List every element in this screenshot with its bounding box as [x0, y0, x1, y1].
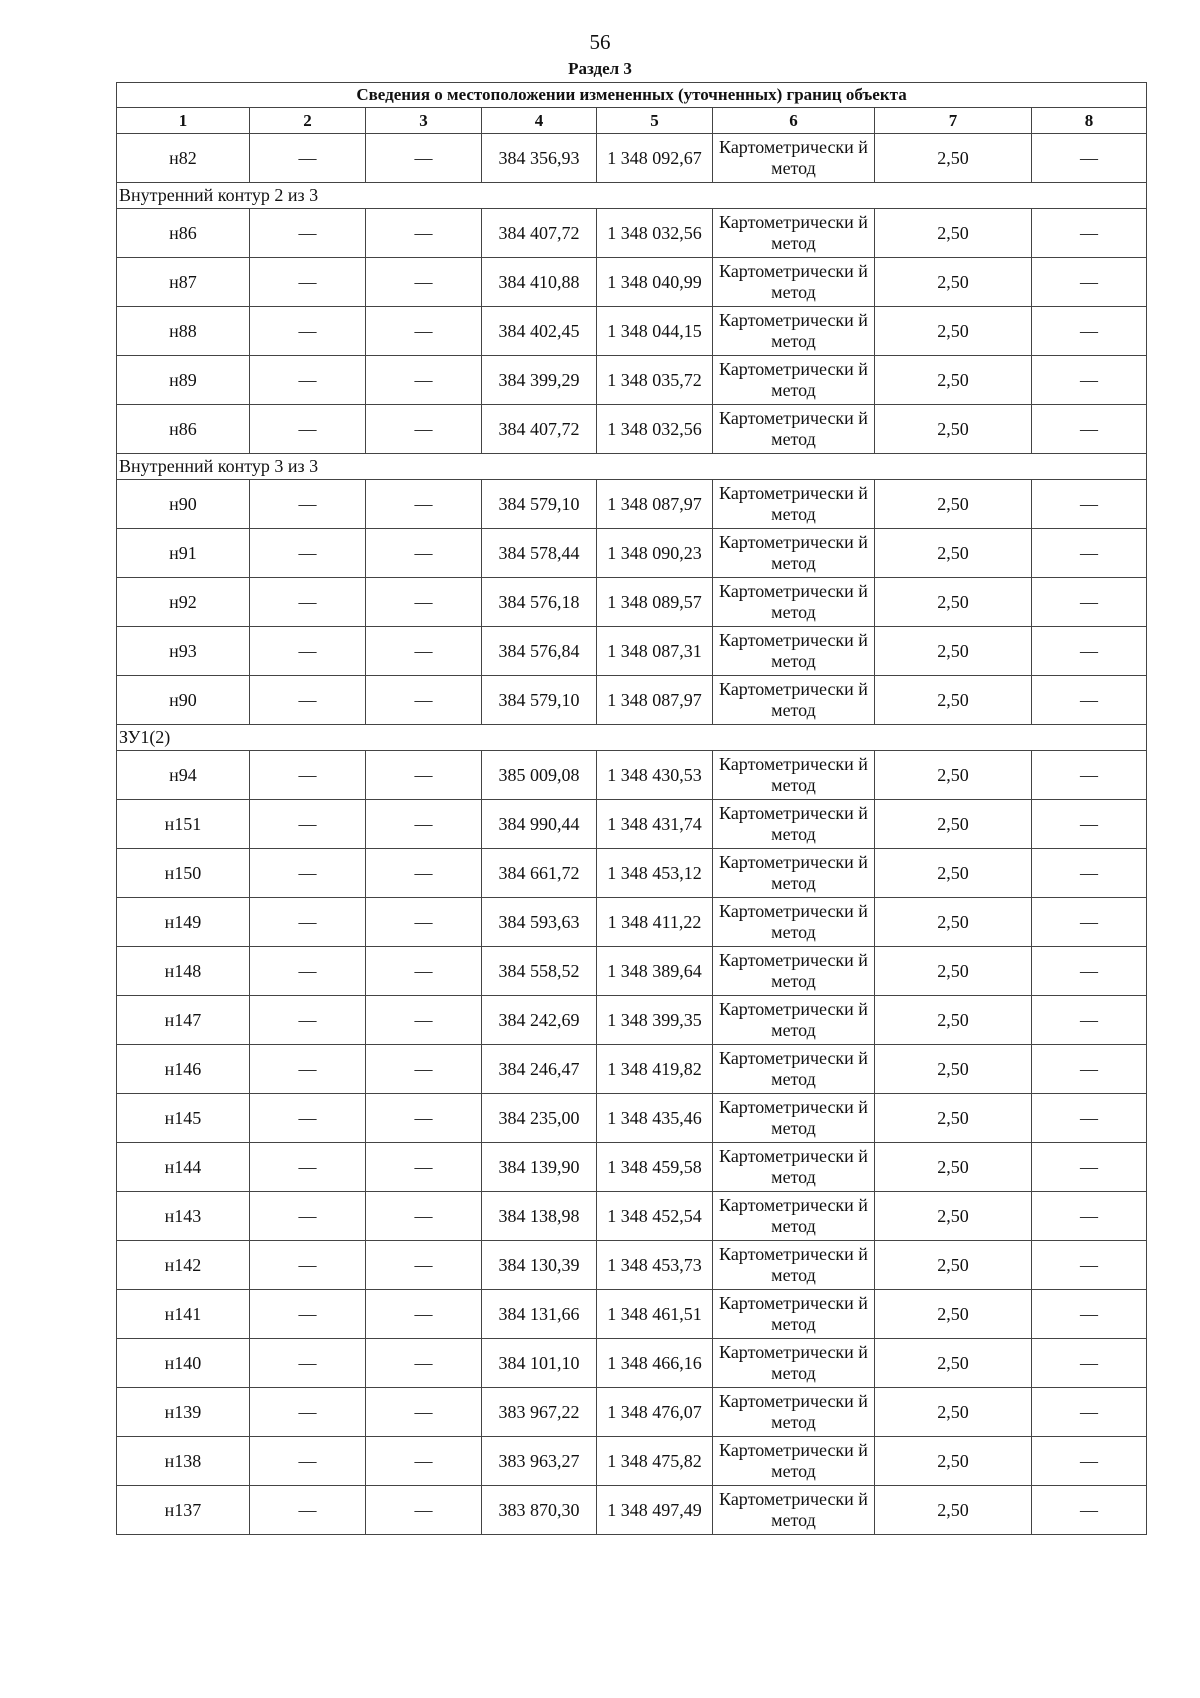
column-2-cell: — [250, 134, 366, 183]
column-8-cell: — [1032, 1388, 1147, 1437]
column-2-cell: — [250, 480, 366, 529]
column-3-cell: — [366, 1486, 482, 1535]
column-2-cell: — [250, 529, 366, 578]
accuracy-cell: 2,50 [875, 258, 1032, 307]
y-coordinate-cell: 1 348 453,73 [597, 1241, 713, 1290]
y-coordinate-cell: 1 348 035,72 [597, 356, 713, 405]
point-number-cell: н145 [117, 1094, 250, 1143]
column-8-cell: — [1032, 1339, 1147, 1388]
column-3-cell: — [366, 849, 482, 898]
page-number: 56 [589, 30, 611, 54]
method-cell: Картометрически й метод [713, 405, 875, 454]
column-8-cell: — [1032, 676, 1147, 725]
column-number: 8 [1032, 108, 1147, 134]
method-cell: Картометрически й метод [713, 1388, 875, 1437]
column-2-cell: — [250, 947, 366, 996]
y-coordinate-cell: 1 348 461,51 [597, 1290, 713, 1339]
column-8-cell: — [1032, 1486, 1147, 1535]
column-2-cell: — [250, 258, 366, 307]
column-number: 2 [250, 108, 366, 134]
point-number-cell: н88 [117, 307, 250, 356]
column-2-cell: — [250, 356, 366, 405]
method-cell: Картометрически й метод [713, 209, 875, 258]
accuracy-cell: 2,50 [875, 1437, 1032, 1486]
point-number-cell: н151 [117, 800, 250, 849]
contour-group-row [117, 454, 1147, 480]
column-2-cell: — [250, 1241, 366, 1290]
x-coordinate-cell: 384 558,52 [482, 947, 597, 996]
table-row [117, 1045, 1147, 1094]
column-3-cell: — [366, 996, 482, 1045]
point-number-cell: н91 [117, 529, 250, 578]
table-title: Сведения о местоположении измененных (уточненных) границ объекта [117, 83, 1147, 108]
column-2-cell: — [250, 676, 366, 725]
method-cell: Картометрически й метод [713, 676, 875, 725]
accuracy-cell: 2,50 [875, 209, 1032, 258]
column-2-cell: — [250, 627, 366, 676]
column-3-cell: — [366, 1192, 482, 1241]
table-row [117, 1241, 1147, 1290]
table-row [117, 800, 1147, 849]
column-8-cell: — [1032, 307, 1147, 356]
column-8-cell: — [1032, 996, 1147, 1045]
contour-group-label: Внутренний контур 3 из 3 [117, 454, 1147, 480]
x-coordinate-cell: 384 579,10 [482, 480, 597, 529]
method-cell: Картометрически й метод [713, 898, 875, 947]
column-3-cell: — [366, 1143, 482, 1192]
accuracy-cell: 2,50 [875, 1045, 1032, 1094]
column-3-cell: — [366, 209, 482, 258]
column-8-cell: — [1032, 405, 1147, 454]
column-3-cell: — [366, 578, 482, 627]
method-cell: Картометрически й метод [713, 849, 875, 898]
x-coordinate-cell: 383 963,27 [482, 1437, 597, 1486]
column-3-cell: — [366, 134, 482, 183]
x-coordinate-cell: 384 356,93 [482, 134, 597, 183]
x-coordinate-cell: 384 593,63 [482, 898, 597, 947]
point-number-cell: н89 [117, 356, 250, 405]
point-number-cell: н87 [117, 258, 250, 307]
contour-group-label: Внутренний контур 2 из 3 [117, 183, 1147, 209]
x-coordinate-cell: 384 101,10 [482, 1339, 597, 1388]
point-number-cell: н90 [117, 480, 250, 529]
accuracy-cell: 2,50 [875, 1241, 1032, 1290]
table-row [117, 529, 1147, 578]
method-cell: Картометрически й метод [713, 947, 875, 996]
table-row [117, 996, 1147, 1045]
column-3-cell: — [366, 405, 482, 454]
method-cell: Картометрически й метод [713, 258, 875, 307]
accuracy-cell: 2,50 [875, 1486, 1032, 1535]
method-cell: Картометрически й метод [713, 480, 875, 529]
x-coordinate-cell: 384 407,72 [482, 405, 597, 454]
point-number-cell: н143 [117, 1192, 250, 1241]
point-number-cell: н144 [117, 1143, 250, 1192]
column-2-cell: — [250, 800, 366, 849]
table-row [117, 1388, 1147, 1437]
point-number-cell: н93 [117, 627, 250, 676]
column-3-cell: — [366, 1437, 482, 1486]
point-number-cell: н82 [117, 134, 250, 183]
column-2-cell: — [250, 849, 366, 898]
y-coordinate-cell: 1 348 431,74 [597, 800, 713, 849]
column-2-cell: — [250, 405, 366, 454]
x-coordinate-cell: 384 399,29 [482, 356, 597, 405]
table-row [117, 1486, 1147, 1535]
y-coordinate-cell: 1 348 092,67 [597, 134, 713, 183]
y-coordinate-cell: 1 348 032,56 [597, 405, 713, 454]
column-8-cell: — [1032, 258, 1147, 307]
accuracy-cell: 2,50 [875, 405, 1032, 454]
x-coordinate-cell: 384 661,72 [482, 849, 597, 898]
table-row [117, 578, 1147, 627]
column-2-cell: — [250, 1094, 366, 1143]
column-3-cell: — [366, 898, 482, 947]
x-coordinate-cell: 385 009,08 [482, 751, 597, 800]
accuracy-cell: 2,50 [875, 627, 1032, 676]
x-coordinate-cell: 384 576,18 [482, 578, 597, 627]
x-coordinate-cell: 384 235,00 [482, 1094, 597, 1143]
accuracy-cell: 2,50 [875, 849, 1032, 898]
y-coordinate-cell: 1 348 040,99 [597, 258, 713, 307]
column-2-cell: — [250, 1045, 366, 1094]
x-coordinate-cell: 384 579,10 [482, 676, 597, 725]
column-3-cell: — [366, 676, 482, 725]
table-row [117, 209, 1147, 258]
y-coordinate-cell: 1 348 430,53 [597, 751, 713, 800]
table-row [117, 405, 1147, 454]
accuracy-cell: 2,50 [875, 134, 1032, 183]
method-cell: Картометрически й метод [713, 627, 875, 676]
table-row [117, 356, 1147, 405]
column-8-cell: — [1032, 578, 1147, 627]
x-coordinate-cell: 384 576,84 [482, 627, 597, 676]
column-8-cell: — [1032, 1290, 1147, 1339]
x-coordinate-cell: 384 138,98 [482, 1192, 597, 1241]
x-coordinate-cell: 384 407,72 [482, 209, 597, 258]
column-number: 6 [713, 108, 875, 134]
accuracy-cell: 2,50 [875, 529, 1032, 578]
method-cell: Картометрически й метод [713, 1241, 875, 1290]
table-row [117, 1339, 1147, 1388]
x-coordinate-cell: 384 246,47 [482, 1045, 597, 1094]
x-coordinate-cell: 384 990,44 [482, 800, 597, 849]
method-cell: Картометрически й метод [713, 1290, 875, 1339]
column-8-cell: — [1032, 849, 1147, 898]
contour-group-label: ЗУ1(2) [117, 725, 1147, 751]
table-row [117, 751, 1147, 800]
y-coordinate-cell: 1 348 089,57 [597, 578, 713, 627]
column-3-cell: — [366, 307, 482, 356]
x-coordinate-cell: 384 402,45 [482, 307, 597, 356]
column-2-cell: — [250, 1143, 366, 1192]
point-number-cell: н138 [117, 1437, 250, 1486]
column-2-cell: — [250, 1192, 366, 1241]
accuracy-cell: 2,50 [875, 1143, 1032, 1192]
accuracy-cell: 2,50 [875, 676, 1032, 725]
column-number-row [117, 108, 1147, 134]
point-number-cell: н94 [117, 751, 250, 800]
accuracy-cell: 2,50 [875, 996, 1032, 1045]
y-coordinate-cell: 1 348 411,22 [597, 898, 713, 947]
column-number: 5 [597, 108, 713, 134]
method-cell: Картометрически й метод [713, 1094, 875, 1143]
column-2-cell: — [250, 1486, 366, 1535]
column-3-cell: — [366, 947, 482, 996]
column-2-cell: — [250, 751, 366, 800]
table-row [117, 258, 1147, 307]
point-number-cell: н137 [117, 1486, 250, 1535]
column-3-cell: — [366, 1339, 482, 1388]
table-row [117, 849, 1147, 898]
method-cell: Картометрически й метод [713, 1143, 875, 1192]
column-2-cell: — [250, 1388, 366, 1437]
method-cell: Картометрически й метод [713, 1045, 875, 1094]
table-row [117, 1143, 1147, 1192]
column-2-cell: — [250, 1290, 366, 1339]
column-8-cell: — [1032, 1045, 1147, 1094]
column-8-cell: — [1032, 800, 1147, 849]
table-row [117, 898, 1147, 947]
table-row [117, 1094, 1147, 1143]
column-number: 1 [117, 108, 250, 134]
column-3-cell: — [366, 1045, 482, 1094]
y-coordinate-cell: 1 348 090,23 [597, 529, 713, 578]
accuracy-cell: 2,50 [875, 356, 1032, 405]
point-number-cell: н141 [117, 1290, 250, 1339]
table-row [117, 627, 1147, 676]
column-2-cell: — [250, 578, 366, 627]
column-8-cell: — [1032, 1143, 1147, 1192]
x-coordinate-cell: 384 578,44 [482, 529, 597, 578]
column-3-cell: — [366, 1290, 482, 1339]
y-coordinate-cell: 1 348 044,15 [597, 307, 713, 356]
column-2-cell: — [250, 996, 366, 1045]
column-8-cell: — [1032, 627, 1147, 676]
x-coordinate-cell: 383 967,22 [482, 1388, 597, 1437]
column-3-cell: — [366, 800, 482, 849]
point-number-cell: н148 [117, 947, 250, 996]
table-row [117, 134, 1147, 183]
point-number-cell: н86 [117, 209, 250, 258]
column-2-cell: — [250, 1437, 366, 1486]
accuracy-cell: 2,50 [875, 1094, 1032, 1143]
y-coordinate-cell: 1 348 087,31 [597, 627, 713, 676]
column-3-cell: — [366, 627, 482, 676]
method-cell: Картометрически й метод [713, 1486, 875, 1535]
x-coordinate-cell: 384 242,69 [482, 996, 597, 1045]
point-number-cell: н146 [117, 1045, 250, 1094]
accuracy-cell: 2,50 [875, 1339, 1032, 1388]
column-8-cell: — [1032, 751, 1147, 800]
x-coordinate-cell: 384 130,39 [482, 1241, 597, 1290]
column-8-cell: — [1032, 529, 1147, 578]
accuracy-cell: 2,50 [875, 1290, 1032, 1339]
column-2-cell: — [250, 209, 366, 258]
column-number: 3 [366, 108, 482, 134]
point-number-cell: н86 [117, 405, 250, 454]
accuracy-cell: 2,50 [875, 1192, 1032, 1241]
y-coordinate-cell: 1 348 452,54 [597, 1192, 713, 1241]
method-cell: Картометрически й метод [713, 134, 875, 183]
method-cell: Картометрически й метод [713, 751, 875, 800]
method-cell: Картометрически й метод [713, 307, 875, 356]
column-2-cell: — [250, 307, 366, 356]
column-number: 7 [875, 108, 1032, 134]
point-number-cell: н139 [117, 1388, 250, 1437]
column-8-cell: — [1032, 134, 1147, 183]
accuracy-cell: 2,50 [875, 947, 1032, 996]
column-8-cell: — [1032, 1094, 1147, 1143]
point-number-cell: н147 [117, 996, 250, 1045]
column-8-cell: — [1032, 1437, 1147, 1486]
x-coordinate-cell: 384 410,88 [482, 258, 597, 307]
column-3-cell: — [366, 356, 482, 405]
contour-group-row [117, 725, 1147, 751]
column-8-cell: — [1032, 947, 1147, 996]
y-coordinate-cell: 1 348 399,35 [597, 996, 713, 1045]
y-coordinate-cell: 1 348 453,12 [597, 849, 713, 898]
accuracy-cell: 2,50 [875, 800, 1032, 849]
method-cell: Картометрически й метод [713, 996, 875, 1045]
table-row [117, 1192, 1147, 1241]
table-row [117, 947, 1147, 996]
column-3-cell: — [366, 1094, 482, 1143]
y-coordinate-cell: 1 348 032,56 [597, 209, 713, 258]
point-number-cell: н92 [117, 578, 250, 627]
column-3-cell: — [366, 480, 482, 529]
y-coordinate-cell: 1 348 087,97 [597, 676, 713, 725]
point-number-cell: н140 [117, 1339, 250, 1388]
accuracy-cell: 2,50 [875, 898, 1032, 947]
accuracy-cell: 2,50 [875, 1388, 1032, 1437]
x-coordinate-cell: 384 139,90 [482, 1143, 597, 1192]
table-body [117, 134, 1147, 1535]
method-cell: Картометрически й метод [713, 1437, 875, 1486]
method-cell: Картометрически й метод [713, 578, 875, 627]
column-8-cell: — [1032, 480, 1147, 529]
table-row [117, 676, 1147, 725]
y-coordinate-cell: 1 348 497,49 [597, 1486, 713, 1535]
table-title-row [117, 83, 1147, 108]
column-number: 4 [482, 108, 597, 134]
accuracy-cell: 2,50 [875, 307, 1032, 356]
column-3-cell: — [366, 529, 482, 578]
point-number-cell: н149 [117, 898, 250, 947]
y-coordinate-cell: 1 348 435,46 [597, 1094, 713, 1143]
table-row [117, 1290, 1147, 1339]
y-coordinate-cell: 1 348 459,58 [597, 1143, 713, 1192]
table-row [117, 307, 1147, 356]
column-2-cell: — [250, 898, 366, 947]
column-3-cell: — [366, 1241, 482, 1290]
column-2-cell: — [250, 1339, 366, 1388]
accuracy-cell: 2,50 [875, 480, 1032, 529]
column-8-cell: — [1032, 1241, 1147, 1290]
y-coordinate-cell: 1 348 389,64 [597, 947, 713, 996]
method-cell: Картометрически й метод [713, 1339, 875, 1388]
point-number-cell: н142 [117, 1241, 250, 1290]
point-number-cell: н150 [117, 849, 250, 898]
method-cell: Картометрически й метод [713, 356, 875, 405]
accuracy-cell: 2,50 [875, 751, 1032, 800]
method-cell: Картометрически й метод [713, 529, 875, 578]
y-coordinate-cell: 1 348 419,82 [597, 1045, 713, 1094]
contour-group-row [117, 183, 1147, 209]
y-coordinate-cell: 1 348 466,16 [597, 1339, 713, 1388]
y-coordinate-cell: 1 348 475,82 [597, 1437, 713, 1486]
column-8-cell: — [1032, 209, 1147, 258]
point-number-cell: н90 [117, 676, 250, 725]
table-row [117, 480, 1147, 529]
x-coordinate-cell: 384 131,66 [482, 1290, 597, 1339]
column-3-cell: — [366, 258, 482, 307]
x-coordinate-cell: 383 870,30 [482, 1486, 597, 1535]
section-title: Раздел 3 [568, 59, 632, 78]
column-3-cell: — [366, 751, 482, 800]
column-8-cell: — [1032, 356, 1147, 405]
method-cell: Картометрически й метод [713, 1192, 875, 1241]
y-coordinate-cell: 1 348 087,97 [597, 480, 713, 529]
accuracy-cell: 2,50 [875, 578, 1032, 627]
boundary-coordinates-table [116, 82, 1147, 1535]
table-row [117, 1437, 1147, 1486]
column-3-cell: — [366, 1388, 482, 1437]
column-8-cell: — [1032, 1192, 1147, 1241]
column-8-cell: — [1032, 898, 1147, 947]
y-coordinate-cell: 1 348 476,07 [597, 1388, 713, 1437]
method-cell: Картометрически й метод [713, 800, 875, 849]
